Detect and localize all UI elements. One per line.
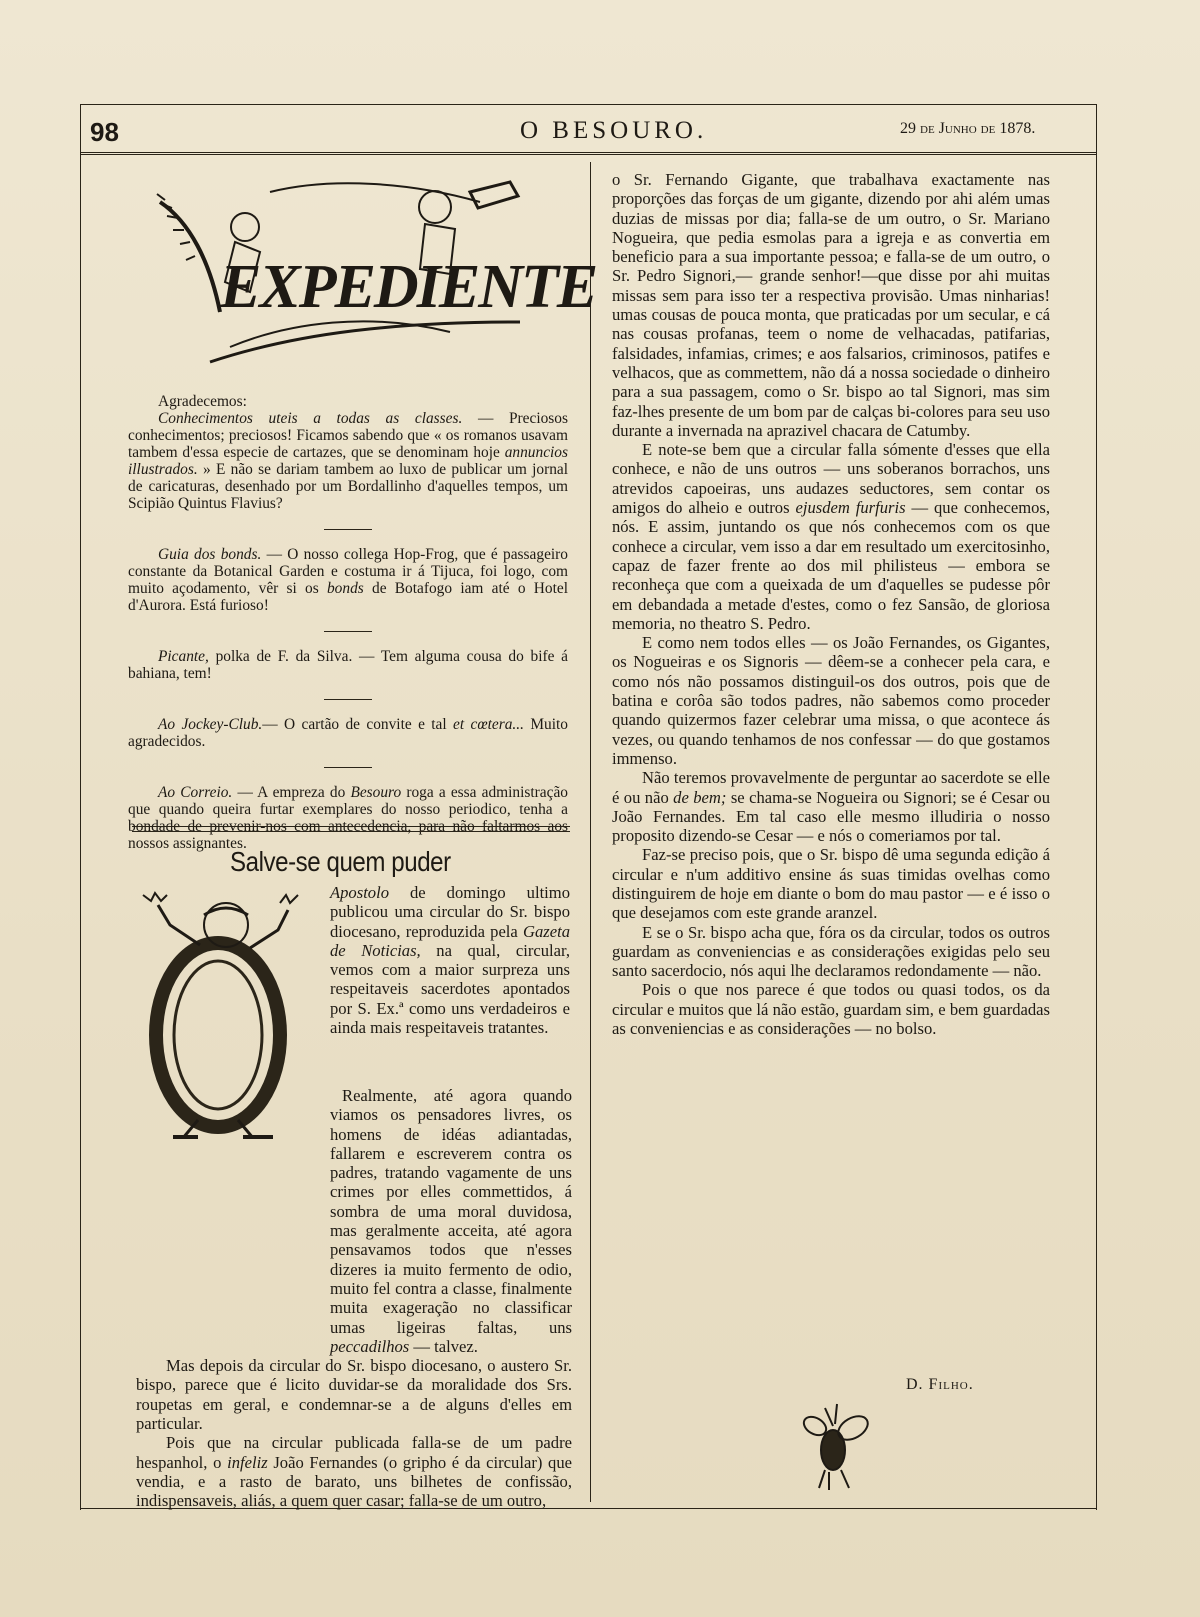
- item-title: Guia dos bonds.: [158, 546, 262, 563]
- separator: [324, 631, 372, 632]
- paragraph-emphasis: ejusdem furfuris: [795, 498, 906, 518]
- paragraph-emphasis: infeliz: [227, 1452, 268, 1472]
- paragraph-text: João Fernandes (o gripho é da circular) que vendia, e a rasto de barato, uns bilhetes de confissão, indispensaveis, aliás, a quem quer casar; falla-se de um outro,: [136, 1452, 573, 1511]
- expediente-item-jockey: [128, 716, 568, 750]
- item-text: — A empreza do: [232, 784, 351, 801]
- item-text: — Preciosos conhecimentos; preciosos! Ficamos sabendo que « os romanos usavam tambem d'essa especie de cartazes, que se denominam hoje: [128, 410, 568, 461]
- paragraph-emphasis: de bem;: [673, 787, 727, 807]
- article-paragraph-2: [136, 1086, 572, 1356]
- separator: [324, 699, 372, 700]
- paragraph-text: — que conhecemos, nós. E assim, juntando os que nós conhecemos com os que conhece a circular, vem isso a dar em resultado um exercitosinho, capaz de fazer frente ao dos mil philisteus — embora se reconheça que com a queixada de um d'aquelles se pudesse pôr em debandada a metade d'estes, como o fez Sansão, de gloriosa memoria, no theatro S. Pedro.: [612, 498, 1050, 633]
- publication-name: Gazeta de Noticias,: [330, 921, 570, 960]
- item-emphasis: bonds: [326, 580, 364, 597]
- article-right-column: [612, 170, 1050, 1038]
- paragraph-text: Pois que na circular publicada falla-se de um padre hespanhol, o: [136, 1433, 572, 1472]
- article-paragraph-10: E se o Sr. bispo acha que, fóra os da circular, todos os outros guardam as conveniencias e as considerações exigidas pelo seu santo sacerdocio, nós aqui lhe declaramos redondamente — não.: [612, 922, 1050, 981]
- paragraph-text: de domingo ultimo publicou uma circular do Sr. bispo diocesano, reproduzida pela: [330, 883, 570, 941]
- item-text: — O cartão de convite e tal: [262, 716, 454, 733]
- expediente-item-conhecimentos: [128, 410, 568, 512]
- item-emphasis: Besouro: [350, 784, 402, 801]
- section-divider: [132, 826, 570, 832]
- expediente-item-guia: [128, 546, 568, 614]
- paragraph-text: se chama-se Nogueira ou Signori; se é Cesar ou João Fernandes. Em tal caso elle mesmo illudiria o nosso proposito dizendo-se Cesar — e nós o comeriamos por tal.: [612, 787, 1050, 846]
- paragraph-emphasis: peccadilhos: [330, 1336, 410, 1356]
- article-paragraph-9: Faz-se preciso pois, que o Sr. bispo dê uma segunda edição á circular e n'um additivo ensine ás suas timidas ovelhas como distinguirem de hoje em diante o bom do mau pastor — e é isso o que desejamos com este grande aranzel.: [612, 845, 1050, 923]
- agradecemos-label: Agradecemos:: [158, 393, 247, 410]
- separator: [324, 529, 372, 530]
- item-text: de Botafogo iam até o Hotel d'Aurora. Está furioso!: [128, 580, 568, 614]
- article-left-column: [136, 1086, 572, 1511]
- article-paragraph-7: E como nem todos elles — os João Fernandes, os Gigantes, os Nogueiras e os Signoris — dêem-se a conhecer pela cara, e como nós não possamos distinguil-os dos outros, pois que de batina e corôa são todos padres, não sabemos como proceder quando quizermos fazer celebrar uma missa, o que acontece ás vezes, ou quando tenhamos de nos confessar — do que gostamos immenso.: [612, 633, 1050, 768]
- item-title: Ao Jockey-Club.: [158, 716, 263, 733]
- expediente-item-correio: [128, 784, 568, 852]
- paragraph-text: Realmente, até agora quando viamos os pensadores livres, os homens de idéas adiantadas, fallarem e escreverem contra os padres, tratando vagamente de uns crimes por elles commettidos, á sombra de uma moral duvidosa, mas geralmente acceita, até agora pensavamos todos que n'esses dizeres ia muito fermento de odio, muito fel contra a classe, finalmente muita exageração no classificar umas ligeiras faltas, uns: [330, 1086, 572, 1337]
- beetle-emblem-icon: [795, 1400, 875, 1496]
- article-paragraph-6: [612, 440, 1050, 633]
- issue-date: 29 de Junho de 1878.: [900, 120, 1036, 137]
- article-paragraph-1: [330, 883, 570, 1037]
- item-emphasis: annuncios illustrados.: [128, 444, 568, 478]
- item-text: — O nosso collega Hop-Frog, que é passageiro constante da Botanical Garden e costuma ir á Tijuca, foi logo, com muito açodamento, vêr si os: [128, 546, 568, 597]
- expediente-item-picante: [128, 648, 568, 682]
- article-paragraph-3: Mas depois da circular do Sr. bispo diocesano, o austero Sr. bispo, parece que é licito duvidar-se da moralidade dos Srs. roupetas em geral, e condemnar-se a de alguns d'elles em particular.: [136, 1356, 572, 1434]
- column-divider: [590, 162, 591, 1502]
- expediente-heading-text: EXPEDIENTE: [220, 253, 597, 321]
- frame-left-rule: [80, 154, 81, 1510]
- header-left-rule: [80, 104, 81, 154]
- expediente-heading-illustration: [150, 172, 597, 372]
- paragraph-text: E note-se bem que a circular falla sómente d'esses que ella conhece, e não de uns outros — uns soberanos borrachos, uns atrevidos capoeiras, uns audazes seductores, sem contar os amigos do alheio e outros: [612, 440, 1050, 518]
- article-title: Salve-se quem puder: [230, 846, 451, 877]
- page-number: 98: [90, 117, 119, 147]
- item-title: Picante,: [158, 648, 209, 665]
- header-top-rule: [80, 104, 1097, 105]
- article-paragraph-5: o Sr. Fernando Gigante, que trabalhava exactamente nas proporções das forças de um gigante, dizendo por ahi além umas duzias de missas por dia; falla-se de um outro, o Sr. Mariano Nogueira, que pedia esmolas para a igreja e as convertia em beneficio para a sua importante pessoa; e falla-se de um outro, o Sr. Pedro Signori,— grande senhor!—que disse por ahi muitas missas sem para isso ter a respectiva provisão. Umas ninharias! umas cousas de pouca monta, que praticadas por um secular, e cá nas cousas profanas, teem o nome de velhacadas, patifarias, falsidades, infamias, crimes; e aos falsarios, criminosos, patifes e velhacos, que as commettem, não dá a nossa sociedade o dinheiro para a sua passagem, como o Sr. bispo ao tal Signori, mas sim faz-lhes presente de um bom par de calças bi-colores para seu uso durante a invernada na aprazivel chacara de Catumby.: [612, 170, 1050, 440]
- frame-right-rule: [1096, 154, 1097, 1510]
- author-signature: D. Filho.: [906, 1376, 974, 1393]
- item-emphasis: et cœtera...: [453, 716, 524, 733]
- item-text: roga a essa administração que quando queira furtar exemplares do nosso periodico, tenha a bondade de prevenir-nos com antecedencia, para não faltarmos aos nossos assignantes.: [128, 784, 568, 852]
- paragraph-text: — talvez.: [409, 1336, 478, 1356]
- header-right-rule: [1096, 104, 1097, 154]
- separator: [324, 767, 372, 768]
- publication-name: Apostolo: [330, 883, 390, 902]
- article-paragraph-11: Pois o que nos parece é que todos ou quasi todos, os da circular e muitos que lá não estão, guardam sim, e bem guardadas as conveniencias e as considerações — no bolso.: [612, 980, 1050, 1039]
- paragraph-text: Não teremos provavelmente de perguntar ao sacerdote se elle é ou não: [612, 768, 1050, 807]
- item-title: Conhecimentos uteis a todas as classes.: [158, 410, 463, 427]
- item-text: Muito agradecidos.: [128, 716, 568, 750]
- masthead: O BESOURO.: [520, 117, 708, 144]
- article-wrap-text: [330, 883, 570, 1037]
- item-title: Ao Correio.: [158, 784, 233, 801]
- expediente-notes: [128, 393, 568, 852]
- header-bottom-rule: [80, 152, 1097, 155]
- item-text: » E não se dariam tambem ao luxo de publicar um jornal de caricaturas, desenhado por um Bordallinho d'aquelles tempos, um Scipião Quintus Flavius?: [128, 461, 568, 512]
- paragraph-text: na qual, circular, vemos com a maior surpreza uns respeitaveis sacerdotes apontados por S. Ex.ª como uns verdadeiros e ainda mais respeitaveis tratantes.: [330, 940, 570, 1038]
- item-text: polka de F. da Silva. — Tem alguma cousa do bife á bahiana, tem!: [128, 648, 568, 682]
- article-paragraph-4: [136, 1433, 572, 1510]
- article-paragraph-8: [612, 768, 1050, 845]
